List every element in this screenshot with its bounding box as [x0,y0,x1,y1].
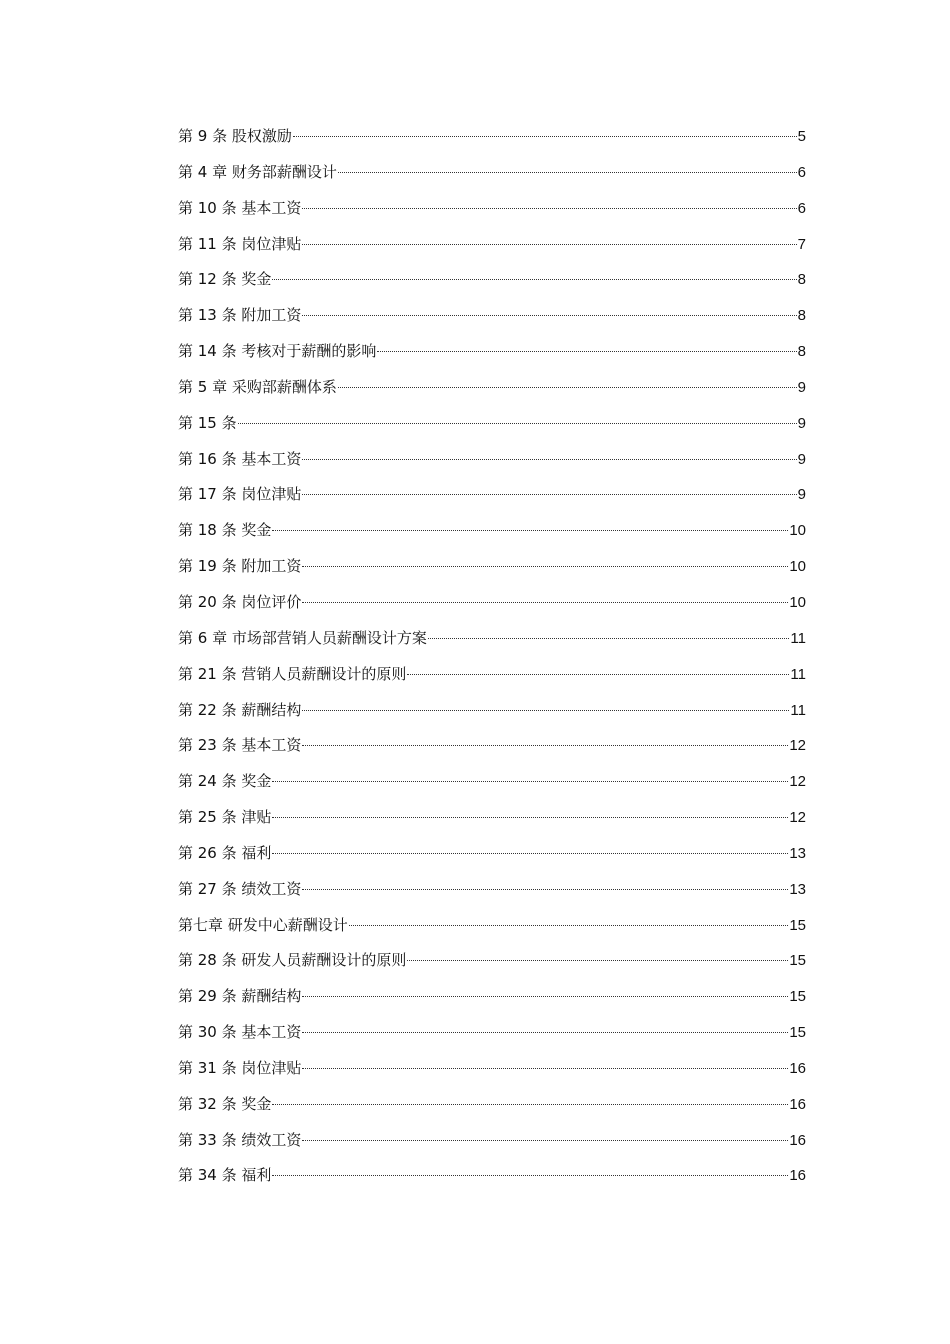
toc-entry-label: 第 29 条 薪酬结构 [178,987,302,1006]
toc-page-number: 16 [789,1095,806,1113]
toc-page-number: 9 [797,378,806,396]
toc-entry[interactable] [178,696,806,732]
toc-entry-label: 第 11 条 岗位津贴 [178,234,302,253]
toc-dot-leader [302,745,788,746]
toc-dot-leader [293,136,797,137]
toc-entry-label: 第 24 条 奖金 [178,772,272,791]
toc-entry[interactable] [178,409,806,445]
toc-page-number: 15 [789,988,806,1006]
toc-page-number: 9 [797,450,806,468]
toc-entry[interactable] [178,982,806,1018]
toc-entry[interactable] [178,373,806,409]
toc-dot-leader [272,530,788,531]
toc-entry[interactable] [178,588,806,624]
toc-entry[interactable] [178,803,806,839]
toc-dot-leader [302,996,788,997]
toc-dot-leader [302,566,788,567]
toc-entry-label: 第 21 条 营销人员薪酬设计的原则 [178,664,407,683]
toc-entry-label: 第 33 条 绩效工资 [178,1130,302,1149]
toc-entry[interactable] [178,660,806,696]
toc-page-number: 10 [789,593,806,611]
toc-page-number: 15 [789,952,806,970]
toc-entry[interactable] [178,946,806,982]
toc-dot-leader [272,781,788,782]
toc-page-number: 7 [797,235,806,253]
toc-entry-label: 第 27 条 绩效工资 [178,879,302,898]
toc-entry[interactable] [178,301,806,337]
toc-entry[interactable] [178,624,806,660]
toc-entry-label: 第 17 条 岗位津贴 [178,485,302,504]
toc-entry-label: 第 34 条 福利 [178,1166,272,1185]
toc-page-number: 8 [797,307,806,325]
toc-dot-leader [302,1068,788,1069]
toc-dot-leader [349,925,789,926]
toc-entry[interactable] [178,1018,806,1054]
toc-entry[interactable] [178,1126,806,1162]
toc-page-number: 12 [789,809,806,827]
toc-page-number: 5 [797,128,806,145]
toc-entry-label: 第 16 条 基本工资 [178,449,302,468]
toc-dot-leader [238,423,797,424]
toc-entry-label: 第 14 条 考核对于薪酬的影响 [178,342,377,361]
toc-page-number: 12 [789,773,806,791]
toc-dot-leader [338,172,797,173]
toc-page-number: 11 [790,701,806,719]
toc-dot-leader [302,244,796,245]
toc-page-number: 8 [797,271,806,289]
toc-page-number: 9 [797,414,806,432]
toc-page-number: 15 [789,916,806,934]
toc-dot-leader [272,1104,788,1105]
toc-entry[interactable] [178,1054,806,1090]
toc-entry[interactable] [178,911,806,947]
toc-entry[interactable] [178,480,806,516]
toc-dot-leader [302,208,796,209]
toc-entry-label: 第 15 条 [178,413,237,432]
toc-dot-leader [302,1140,788,1141]
toc-page-number: 10 [789,522,806,540]
toc-dot-leader [272,1175,788,1176]
toc-entry-label: 第 12 条 奖金 [178,270,272,289]
toc-entry[interactable] [178,230,806,266]
toc-entry[interactable] [178,1090,806,1126]
toc-dot-leader [302,710,789,711]
toc-page-number: 16 [789,1167,806,1185]
toc-page-number: 6 [797,199,806,217]
toc-page-number: 16 [789,1131,806,1149]
toc-entry-label: 第 30 条 基本工资 [178,1023,302,1042]
toc-entry-label: 第七章 研发中心薪酬设计 [178,915,348,934]
toc-entry[interactable] [178,445,806,481]
toc-entry[interactable] [178,516,806,552]
toc-page-number: 15 [789,1024,806,1042]
toc-entry-label: 第 25 条 津贴 [178,808,272,827]
toc-dot-leader [272,279,796,280]
toc-entry[interactable] [178,552,806,588]
toc-dot-leader [407,960,788,961]
toc-page-number: 6 [797,163,806,181]
toc-entry-label: 第 22 条 薪酬结构 [178,700,302,719]
toc-entry[interactable] [178,875,806,911]
toc-entry-label: 第 13 条 附加工资 [178,306,302,325]
toc-entry[interactable] [178,265,806,301]
toc-entry[interactable] [178,337,806,373]
toc-page-number: 8 [797,343,806,361]
toc-dot-leader [302,1032,788,1033]
toc-page-number: 9 [797,486,806,504]
toc-page-number: 11 [790,665,806,683]
toc-dot-leader [302,459,796,460]
toc-entry-label: 第 18 条 奖金 [178,521,272,540]
toc-entry[interactable] [178,731,806,767]
toc-entry-label: 第 31 条 岗位津贴 [178,1058,302,1077]
toc-entry-label: 第 19 条 附加工资 [178,557,302,576]
toc-dot-leader [302,315,796,316]
toc-dot-leader [377,351,796,352]
toc-entry-label: 第 20 条 岗位评价 [178,592,302,611]
toc-entry-label: 第 4 章 财务部薪酬设计 [178,162,337,181]
toc-dot-leader [338,387,797,388]
toc-entry-label: 第 32 条 奖金 [178,1094,272,1113]
toc-dot-leader [302,494,796,495]
toc-dot-leader [428,638,790,639]
toc-dot-leader [272,817,788,818]
toc-page-number: 10 [789,558,806,576]
toc-entry[interactable] [178,767,806,803]
table-of-contents [178,122,806,1197]
toc-entry[interactable] [178,158,806,194]
toc-entry[interactable] [178,194,806,230]
toc-dot-leader [302,602,788,603]
toc-entry-label: 第 5 章 采购部薪酬体系 [178,377,337,396]
toc-page-number: 11 [790,629,806,647]
toc-page-number: 13 [789,844,806,862]
toc-entry-label: 第 26 条 福利 [178,843,272,862]
toc-entry[interactable] [178,122,806,158]
toc-dot-leader [272,853,788,854]
toc-entry-label: 第 28 条 研发人员薪酬设计的原则 [178,951,407,970]
toc-entry-label: 第 23 条 基本工资 [178,736,302,755]
toc-entry[interactable] [178,839,806,875]
toc-entry-label: 第 9 条 股权激励 [178,127,292,145]
toc-entry[interactable] [178,1161,806,1197]
toc-dot-leader [407,674,789,675]
toc-page-number: 16 [789,1059,806,1077]
toc-dot-leader [302,889,788,890]
toc-page-number: 13 [789,880,806,898]
toc-entry-label: 第 6 章 市场部营销人员薪酬设计方案 [178,628,427,647]
toc-page-number: 12 [789,737,806,755]
toc-entry-label: 第 10 条 基本工资 [178,198,302,217]
